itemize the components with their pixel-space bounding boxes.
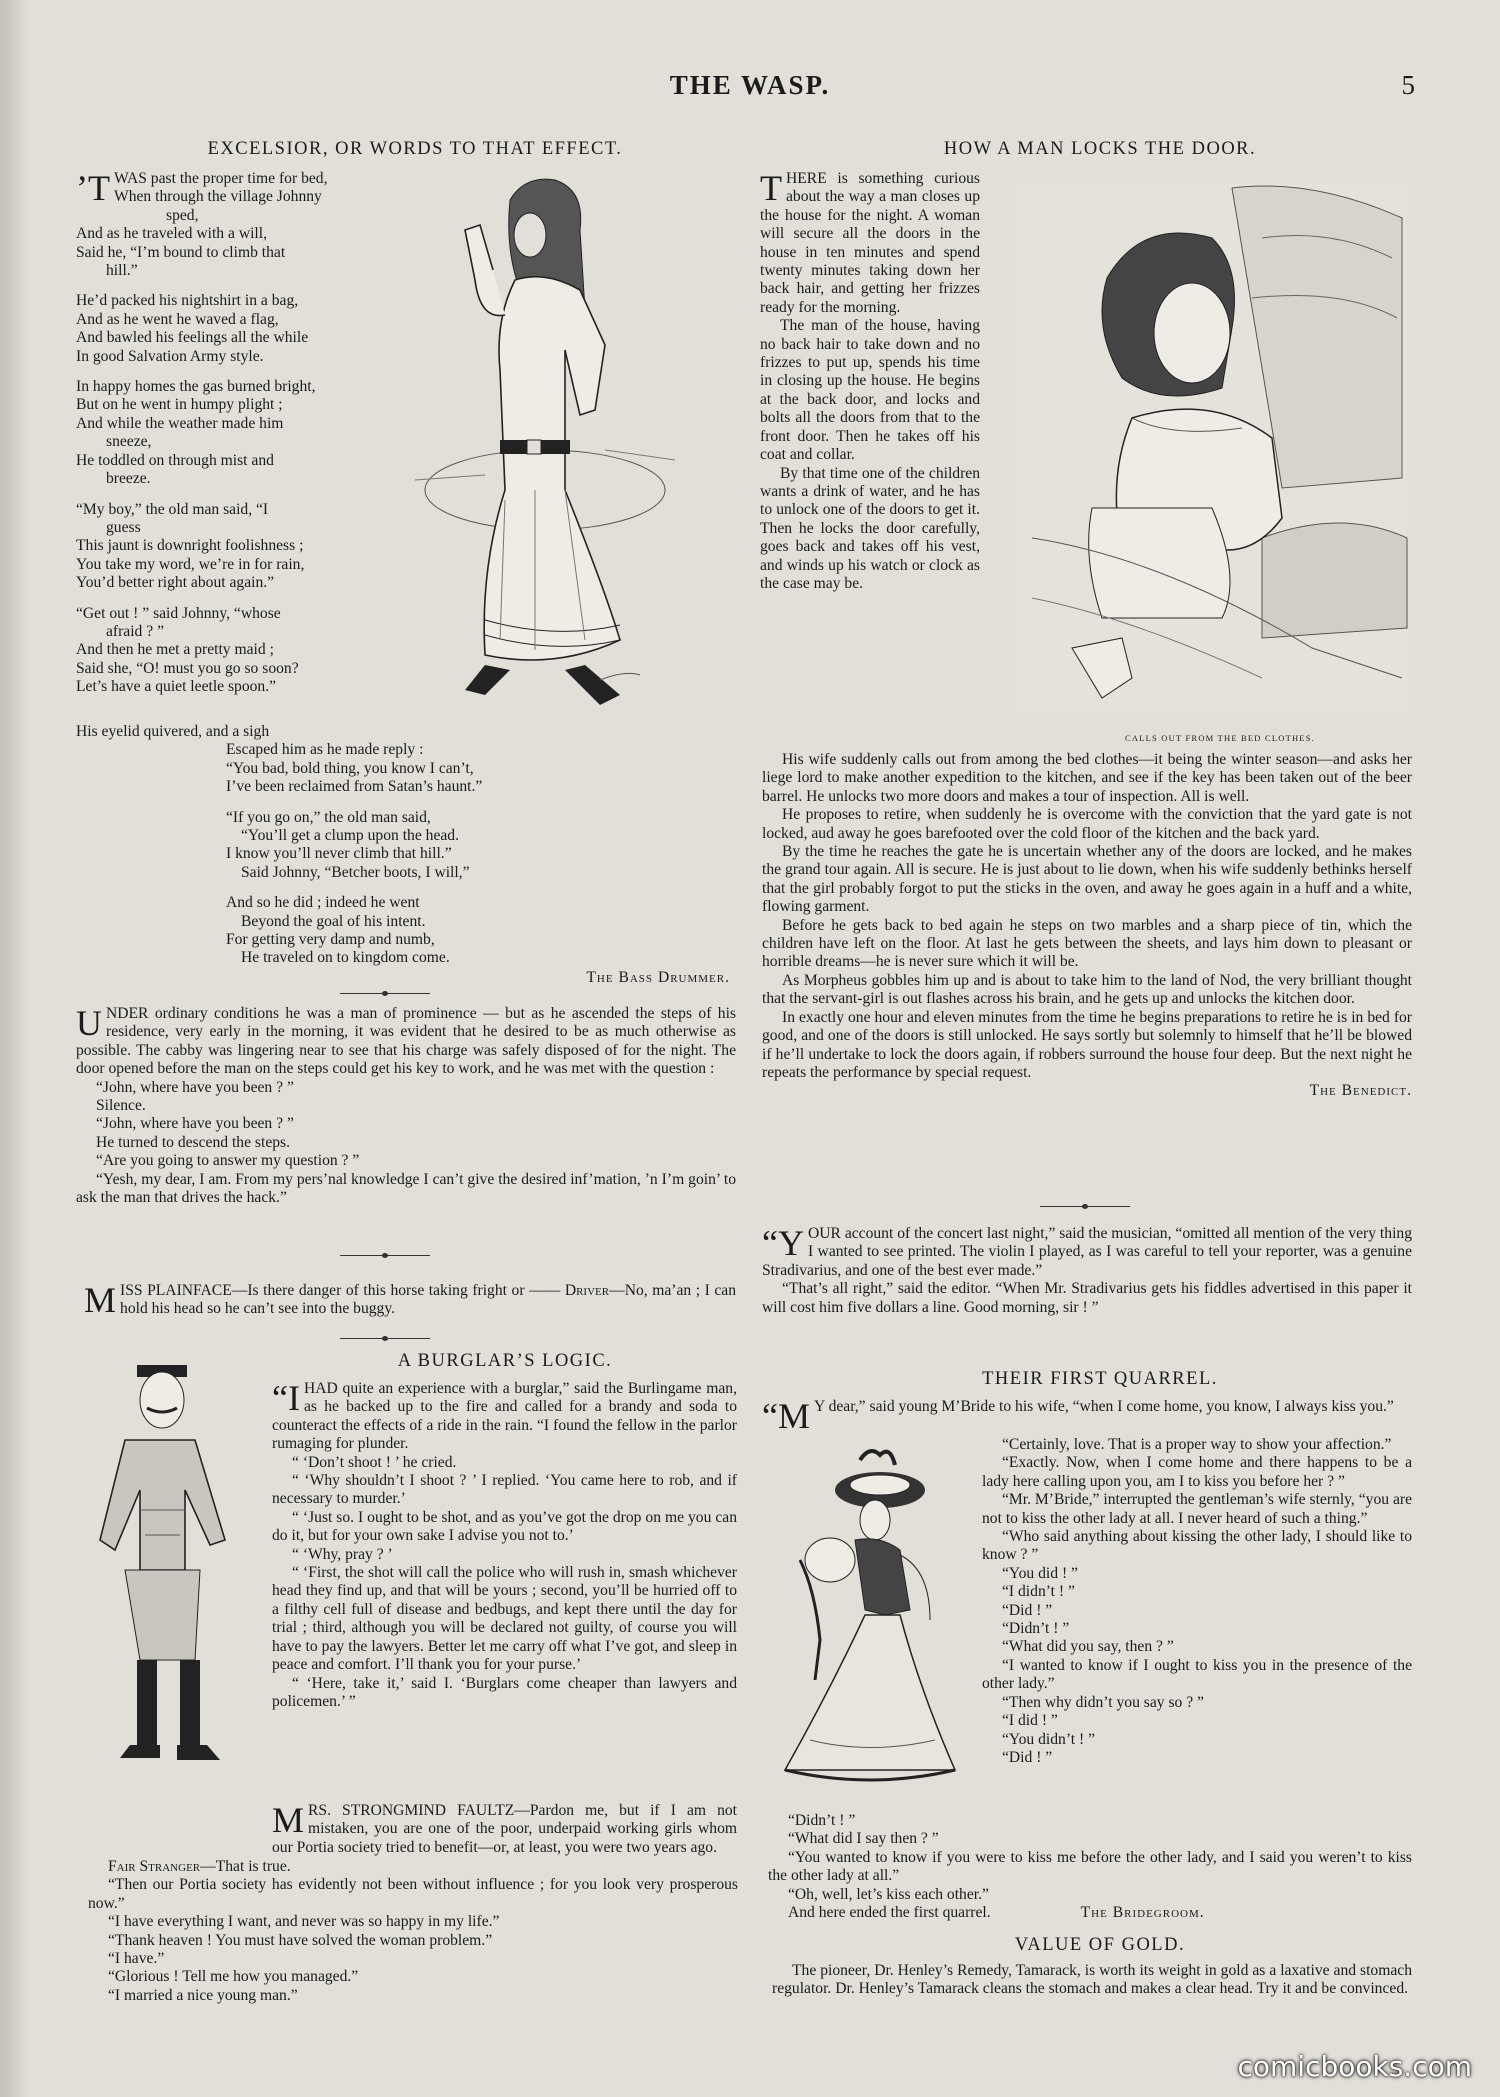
- door-paragraph: His wife suddenly calls out from among the bed clothes—it being the winter season—and asks her liege lord to make another expedition to the kitchen, and see if the key has been taken out of the beer barrel. He unlocks two more doors and makes a tour of inspection. All is well.: [762, 751, 1412, 805]
- poem-stanza-3: [76, 378, 406, 488]
- strongmind-intro: [272, 1802, 737, 1857]
- quarrel-line: “Did ! ”: [1002, 1748, 1053, 1766]
- burglar-story: [272, 1380, 737, 1711]
- excelsior-dropcap: ’T: [76, 168, 110, 208]
- poem-line: His eyelid quivered, and a sigh: [76, 723, 270, 740]
- door-paragraph: Before he gets back to bed again he steps on two marbles and a sharp piece of tin, which the children have left on the floor. At last he gets between the sheets, and lays him down to pleasant or horrible dreams—he is never sure which it will be.: [762, 916, 1412, 971]
- quarrel-intro: [762, 1396, 1412, 1436]
- poem-line: He toddled on through mist and: [76, 451, 274, 469]
- excelsior-poem-lower: [76, 723, 576, 968]
- under-line: “John, where have you been ? ”: [96, 1115, 294, 1133]
- poem-line: And as he traveled with a will,: [76, 225, 267, 243]
- quarrel-line: “What did I say then ? ”: [788, 1830, 939, 1848]
- poem-line: In good Salvation Army style.: [76, 347, 264, 365]
- poem-line: afraid ? ”: [106, 622, 164, 640]
- plainface-reply: —No, ma’an ; I can hold his head so he can’t see into the buggy.: [120, 1282, 736, 1318]
- illustration-caption: CALLS OUT FROM THE BED CLOTHES.: [1125, 733, 1315, 743]
- poem-line: sneeze,: [106, 433, 152, 451]
- divider: [1030, 1198, 1140, 1223]
- poem-line: Let’s have a quiet leetle spoon.”: [76, 678, 277, 696]
- strongmind-dropcap: M: [272, 1800, 305, 1840]
- poem-line: And while the weather made him: [76, 414, 284, 432]
- poem-stanza-5: [76, 605, 406, 697]
- poem-line: Said Johnny, “Betcher boots, I will,”: [241, 863, 470, 881]
- quarrel-line: “Certainly, love. That is a proper way to show your affection.”: [1002, 1436, 1392, 1453]
- poem-line: I’ve been reclaimed from Satan’s haunt.”: [226, 778, 483, 796]
- poem-stanza-2: [76, 292, 406, 366]
- poem-line: breeze.: [106, 470, 151, 488]
- poem-line: When through the village Johnny: [113, 188, 322, 206]
- girl-illustration: [405, 170, 690, 730]
- woman-in-bed-illustration: [1012, 178, 1412, 718]
- concert-text: OUR account of the concert last night,” said the musician, “omitted all mention of the very thing I wanted to see printed. The violin I played, as I was careful to tell your reporter, was a genuine Stradivarius, and one of the best ever made.”: [762, 1225, 1412, 1279]
- quarrel-line: “Did ! ”: [1002, 1601, 1053, 1619]
- divider: [330, 1247, 440, 1272]
- quarrel-heading: THEIR FIRST QUARREL.: [982, 1369, 1218, 1389]
- poem-line: I know you’ll never climb that hill.”: [226, 845, 452, 863]
- strongmind-line: “I have.”: [108, 1950, 165, 1968]
- watermark: comicbooks.com: [1237, 2050, 1472, 2083]
- strongmind-line: “I have everything I want, and never was so happy in my life.”: [108, 1913, 500, 1931]
- burglar-line: “ ‘Don’t shoot ! ’ he cried.: [292, 1453, 457, 1471]
- poem-line: And so he did ; indeed he went: [226, 894, 420, 912]
- under-line: He turned to descend the steps.: [96, 1133, 291, 1151]
- quarrel-text: Y dear,” said young M’Bride to his wife, “when I come home, you know, I always kiss you.”: [814, 1398, 1394, 1415]
- poem-line: Said he, “I’m bound to climb that: [76, 243, 286, 261]
- door-wide-text: [762, 751, 1412, 1101]
- door-paragraph: By the time he reaches the gate he is uncertain whether any of the doors are locked, and he makes the grand tour again. All is secure. He is just about to lie down, when his wife suddenly bethinks herself that the girl probably forgot to put the sticks in the oven, and away he goes again in a huff and a white, flowing garment.: [762, 843, 1412, 916]
- concert-joke: [762, 1225, 1412, 1317]
- poem-line: sped,: [166, 206, 199, 224]
- quarrel-line: “I didn’t ! ”: [1002, 1583, 1075, 1601]
- strongmind-line: “I married a nice young man.”: [108, 1986, 298, 2004]
- door-heading-box: [760, 140, 1440, 166]
- under-line: “John, where have you been ? ”: [96, 1078, 294, 1096]
- poem-line: Beyond the goal of his intent.: [241, 912, 426, 930]
- man-illustration: [85, 1360, 270, 1770]
- door-paragraph: As Morpheus gobbles him up and is about to take him to the land of Nod, the very brilliant thought that the servant-girl is out flashes across his brain, and he gets up and unlocks the kitchen door.: [762, 971, 1412, 1008]
- excelsior-heading: EXCELSIOR, OR WORDS TO THAT EFFECT.: [207, 139, 623, 159]
- quarrel-line: “What did you say, then ? ”: [1002, 1638, 1174, 1656]
- fair-stranger-text: —That is true.: [200, 1858, 291, 1875]
- poem-line: “My boy,” the old man said, “I: [76, 500, 269, 518]
- door-paragraph: He proposes to retire, when suddenly he is overcome with the conviction that the yard gate is not locked, aud away he goes barefooted over the cold floor of the kitchen and the back yard.: [762, 806, 1412, 842]
- burglar-line: “ ‘Just so. I ought to be shot, and as you’ve got the drop on me you can do it, but for your own sake I advise you not to.’: [272, 1508, 737, 1545]
- poem-line: In happy homes the gas burned bright,: [76, 378, 316, 396]
- burglar-heading-box: [270, 1352, 740, 1378]
- strongmind-dialogue: [88, 1858, 738, 2005]
- poem-line: He’d packed his nightshirt in a bag,: [76, 292, 299, 310]
- poem-stanza-1: [76, 170, 406, 280]
- gold-heading-box: [760, 1936, 1440, 1958]
- burglar-line: “ ‘Why, pray ? ’: [292, 1545, 393, 1563]
- under-story: [76, 1005, 736, 1207]
- excelsior-signature: The Bass Drummer.: [586, 969, 730, 986]
- strongmind-text: RS. STRONGMIND FAULTZ—Pardon me, but if I am not mistaken, you are one of the poor, underpaid working girls whom our Portia society tried to benefit—or, at least, you were two years ago.: [272, 1802, 737, 1856]
- page-edge-shadow: [0, 0, 30, 2097]
- quarrel-ending: And here ended the first quarrel.: [788, 1904, 991, 1922]
- plainface-text: ISS PLAINFACE—Is there danger of this horse taking fright or ——: [120, 1282, 561, 1299]
- burglar-line: “ ‘First, the shot will call the police who will rush in, smash whichever head they find up, and that will be yours ; second, you’ll be hurried off to a filthy cell full of disease and bedbugs, and kept there until the day for trial ; third, although you will be declared not guilty, of course you will have to pay the lawyers. Better let me carry off what I’ve got, and sleep in peace and comfort. I’ll thank you for your purse.’: [272, 1564, 737, 1674]
- poem-line: “If you go on,” the old man said,: [226, 808, 431, 826]
- quarrel-line: “Oh, well, let’s kiss each other.”: [788, 1885, 989, 1903]
- poem-line: He traveled on to kingdom come.: [241, 949, 450, 967]
- burglar-line: “ ‘Here, take it,’ said I. ‘Burglars come cheaper than lawyers and policemen.’ ”: [272, 1674, 737, 1710]
- quarrel-line: “I wanted to know if I ought to kiss you in the presence of the other lady.”: [982, 1656, 1412, 1693]
- plainface-speaker: Driver: [564, 1282, 610, 1299]
- door-paragraph: By that time one of the children wants a drink of water, and he has to unlock one of the doors to get it. Then he locks the door carefully, goes back and takes off his vest, and winds up his watch or clock as the case may be.: [760, 464, 980, 592]
- quarrel-line: “Didn’t ! ”: [788, 1812, 856, 1829]
- quarrel-line: “You didn’t ! ”: [1002, 1730, 1095, 1748]
- page-number: 5: [1401, 70, 1415, 100]
- poem-line: You’d better right about again.”: [76, 574, 275, 592]
- poem-line: hill.”: [106, 262, 138, 280]
- strongmind-line: “Then our Portia society has evidently not been without influence ; for you look very prosperous now.”: [88, 1876, 738, 1912]
- poem-line: Escaped him as he made reply :: [226, 741, 424, 759]
- poem-line: “You bad, bold thing, you know I can’t,: [226, 759, 474, 777]
- under-line: “Are you going to answer my question ? ”: [96, 1152, 360, 1170]
- strongmind-line: “Thank heaven ! You must have solved the woman problem.”: [108, 1931, 493, 1949]
- quarrel-line: “You wanted to know if you were to kiss me before the other lady, and I said you weren’t to kiss the other lady at all.”: [768, 1848, 1412, 1885]
- door-paragraph: HERE is something curious about the way a man closes up the house for the night. A woman will secure all the doors in the house in ten minutes and spend twenty minutes taking down her back hair, and getting her frizzes ready for the morning.: [760, 170, 980, 316]
- strongmind-line: “Glorious ! Tell me how you managed.”: [108, 1968, 359, 1986]
- burglar-heading: A BURGLAR’S LOGIC.: [397, 1351, 613, 1371]
- quarrel-line: “Who said anything about kissing the other lady, I should like to know ? ”: [982, 1528, 1412, 1564]
- fair-stranger-speaker: Fair Stranger: [108, 1858, 201, 1875]
- poem-line: WAS past the proper time for bed,: [113, 170, 328, 187]
- poem-line: “You’ll get a clump upon the head.: [241, 827, 459, 845]
- masthead: [0, 70, 1500, 110]
- gold-ad: [772, 1962, 1412, 1999]
- under-line: “Yesh, my dear, I am. From my pers’nal knowledge I can’t give the desired inf’mation, ’n I’m goin’ to ask the man that drives the hack.”: [76, 1170, 736, 1207]
- poem-line: For getting very damp and numb,: [226, 931, 435, 949]
- burglar-line: “ ‘Why shouldn’t I shoot ? ’ I replied. ‘You came here to rob, and if necessary to murder.’: [272, 1472, 737, 1508]
- door-heading: HOW A MAN LOCKS THE DOOR.: [943, 139, 1257, 159]
- burglar-line: HAD quite an experience with a burglar,” said the Burlingame man, as he backed up to the fire and called for a brandy and soda to counteract the effects of a ride in the rain. “I found the fellow in the parlor rumaging for plunder.: [272, 1380, 737, 1453]
- quarrel-heading-box: [760, 1370, 1440, 1396]
- poem-line: But on he went in humpy plight ;: [76, 396, 283, 414]
- plainface-joke: [84, 1282, 736, 1319]
- poem-line: And as he went he waved a flag,: [76, 310, 279, 328]
- poem-line: Said she, “O! must you go so soon?: [76, 659, 299, 677]
- under-dropcap: U: [76, 1003, 102, 1043]
- under-paragraph: NDER ordinary conditions he was a man of prominence — but as he ascended the steps of his residence, very early in the morning, it was evident that he desired to be as much otherwise as possible. The cabby was lingering near to see that his charge was safely disposed of for the night. The door opened before the man on the steps could get his key to work, and he was met with the question :: [76, 1005, 736, 1078]
- poem-line: This jaunt is downright foolishness ;: [76, 537, 304, 555]
- quarrel-wide-text: [768, 1812, 1412, 1922]
- quarrel-signature: The Bridegroom.: [1080, 1904, 1205, 1922]
- plainface-dropcap: M: [84, 1280, 117, 1320]
- door-narrow-text: [760, 170, 980, 593]
- poem-line: “Get out ! ” said Johnny, “whose: [76, 604, 281, 622]
- quarrel-line: “Then why didn’t you say so ? ”: [1002, 1693, 1204, 1711]
- quarrel-line: “You did ! ”: [1002, 1564, 1078, 1582]
- door-paragraph: In exactly one hour and eleven minutes from the time he begins preparations to retire he is in bed for good, and one of the doors is still unlocked. He says sortly but solemnly to himself that he’ll be blowed if he’ll undertake to lock the doors again, if robbers surround the house four deep. But the next night he repeats the performance by special request.: [762, 1008, 1412, 1081]
- gold-heading: VALUE OF GOLD.: [1014, 1935, 1186, 1955]
- poem-line: And bawled his feelings all the while: [76, 329, 309, 347]
- poem-stanza-4: [76, 501, 406, 593]
- excelsior-heading-box: [90, 140, 740, 166]
- door-dropcap: T: [760, 168, 782, 208]
- masthead-title: THE WASP.: [669, 70, 831, 100]
- quarrel-line: “I did ! ”: [1002, 1712, 1058, 1730]
- excelsior-poem: [76, 170, 406, 697]
- burglar-dropcap: “I: [272, 1378, 300, 1418]
- concert-dropcap: “Y: [762, 1223, 804, 1263]
- poem-line: And then he met a pretty maid ;: [76, 641, 274, 659]
- under-line: Silence.: [96, 1097, 146, 1115]
- lady-with-hat-illustration: [770, 1440, 970, 1795]
- quarrel-narrow-text: [982, 1436, 1412, 1767]
- quarrel-dropcap: “M: [762, 1396, 810, 1436]
- poem-line: guess: [106, 518, 141, 536]
- quarrel-line: “Exactly. Now, when I come home and there happens to be a lady here calling upon you, am I to kiss you before her ? ”: [982, 1454, 1412, 1490]
- door-signature: The Benedict.: [1309, 1082, 1412, 1100]
- concert-reply: “That’s all right,” said the editor. “When Mr. Stradivarius gets his fiddles advertised in this paper it will cost him five dollars a line. Good morning, sir ! ”: [762, 1280, 1412, 1316]
- gold-text: The pioneer, Dr. Henley’s Remedy, Tamarack, is worth its weight in gold as a laxative and stomach regulator. Dr. Henley’s Tamarack cleans the stomach and makes a clear head. Try it and be convinced.: [772, 1962, 1412, 1998]
- door-paragraph: The man of the house, having no back hair to take down and no frizzes to put up, spends his time in closing up the house. He begins at the back door, and locks and bolts all the doors from that to the front door. Then he takes off his coat and collar.: [760, 317, 980, 464]
- quarrel-line: “Mr. M’Bride,” interrupted the gentleman’s wife sternly, “you are not to kiss the other lady at all. I never heard of such a thing.”: [982, 1491, 1412, 1527]
- quarrel-line: “Didn’t ! ”: [1002, 1620, 1070, 1638]
- poem-line: You take my word, we’re in for rain,: [76, 555, 305, 573]
